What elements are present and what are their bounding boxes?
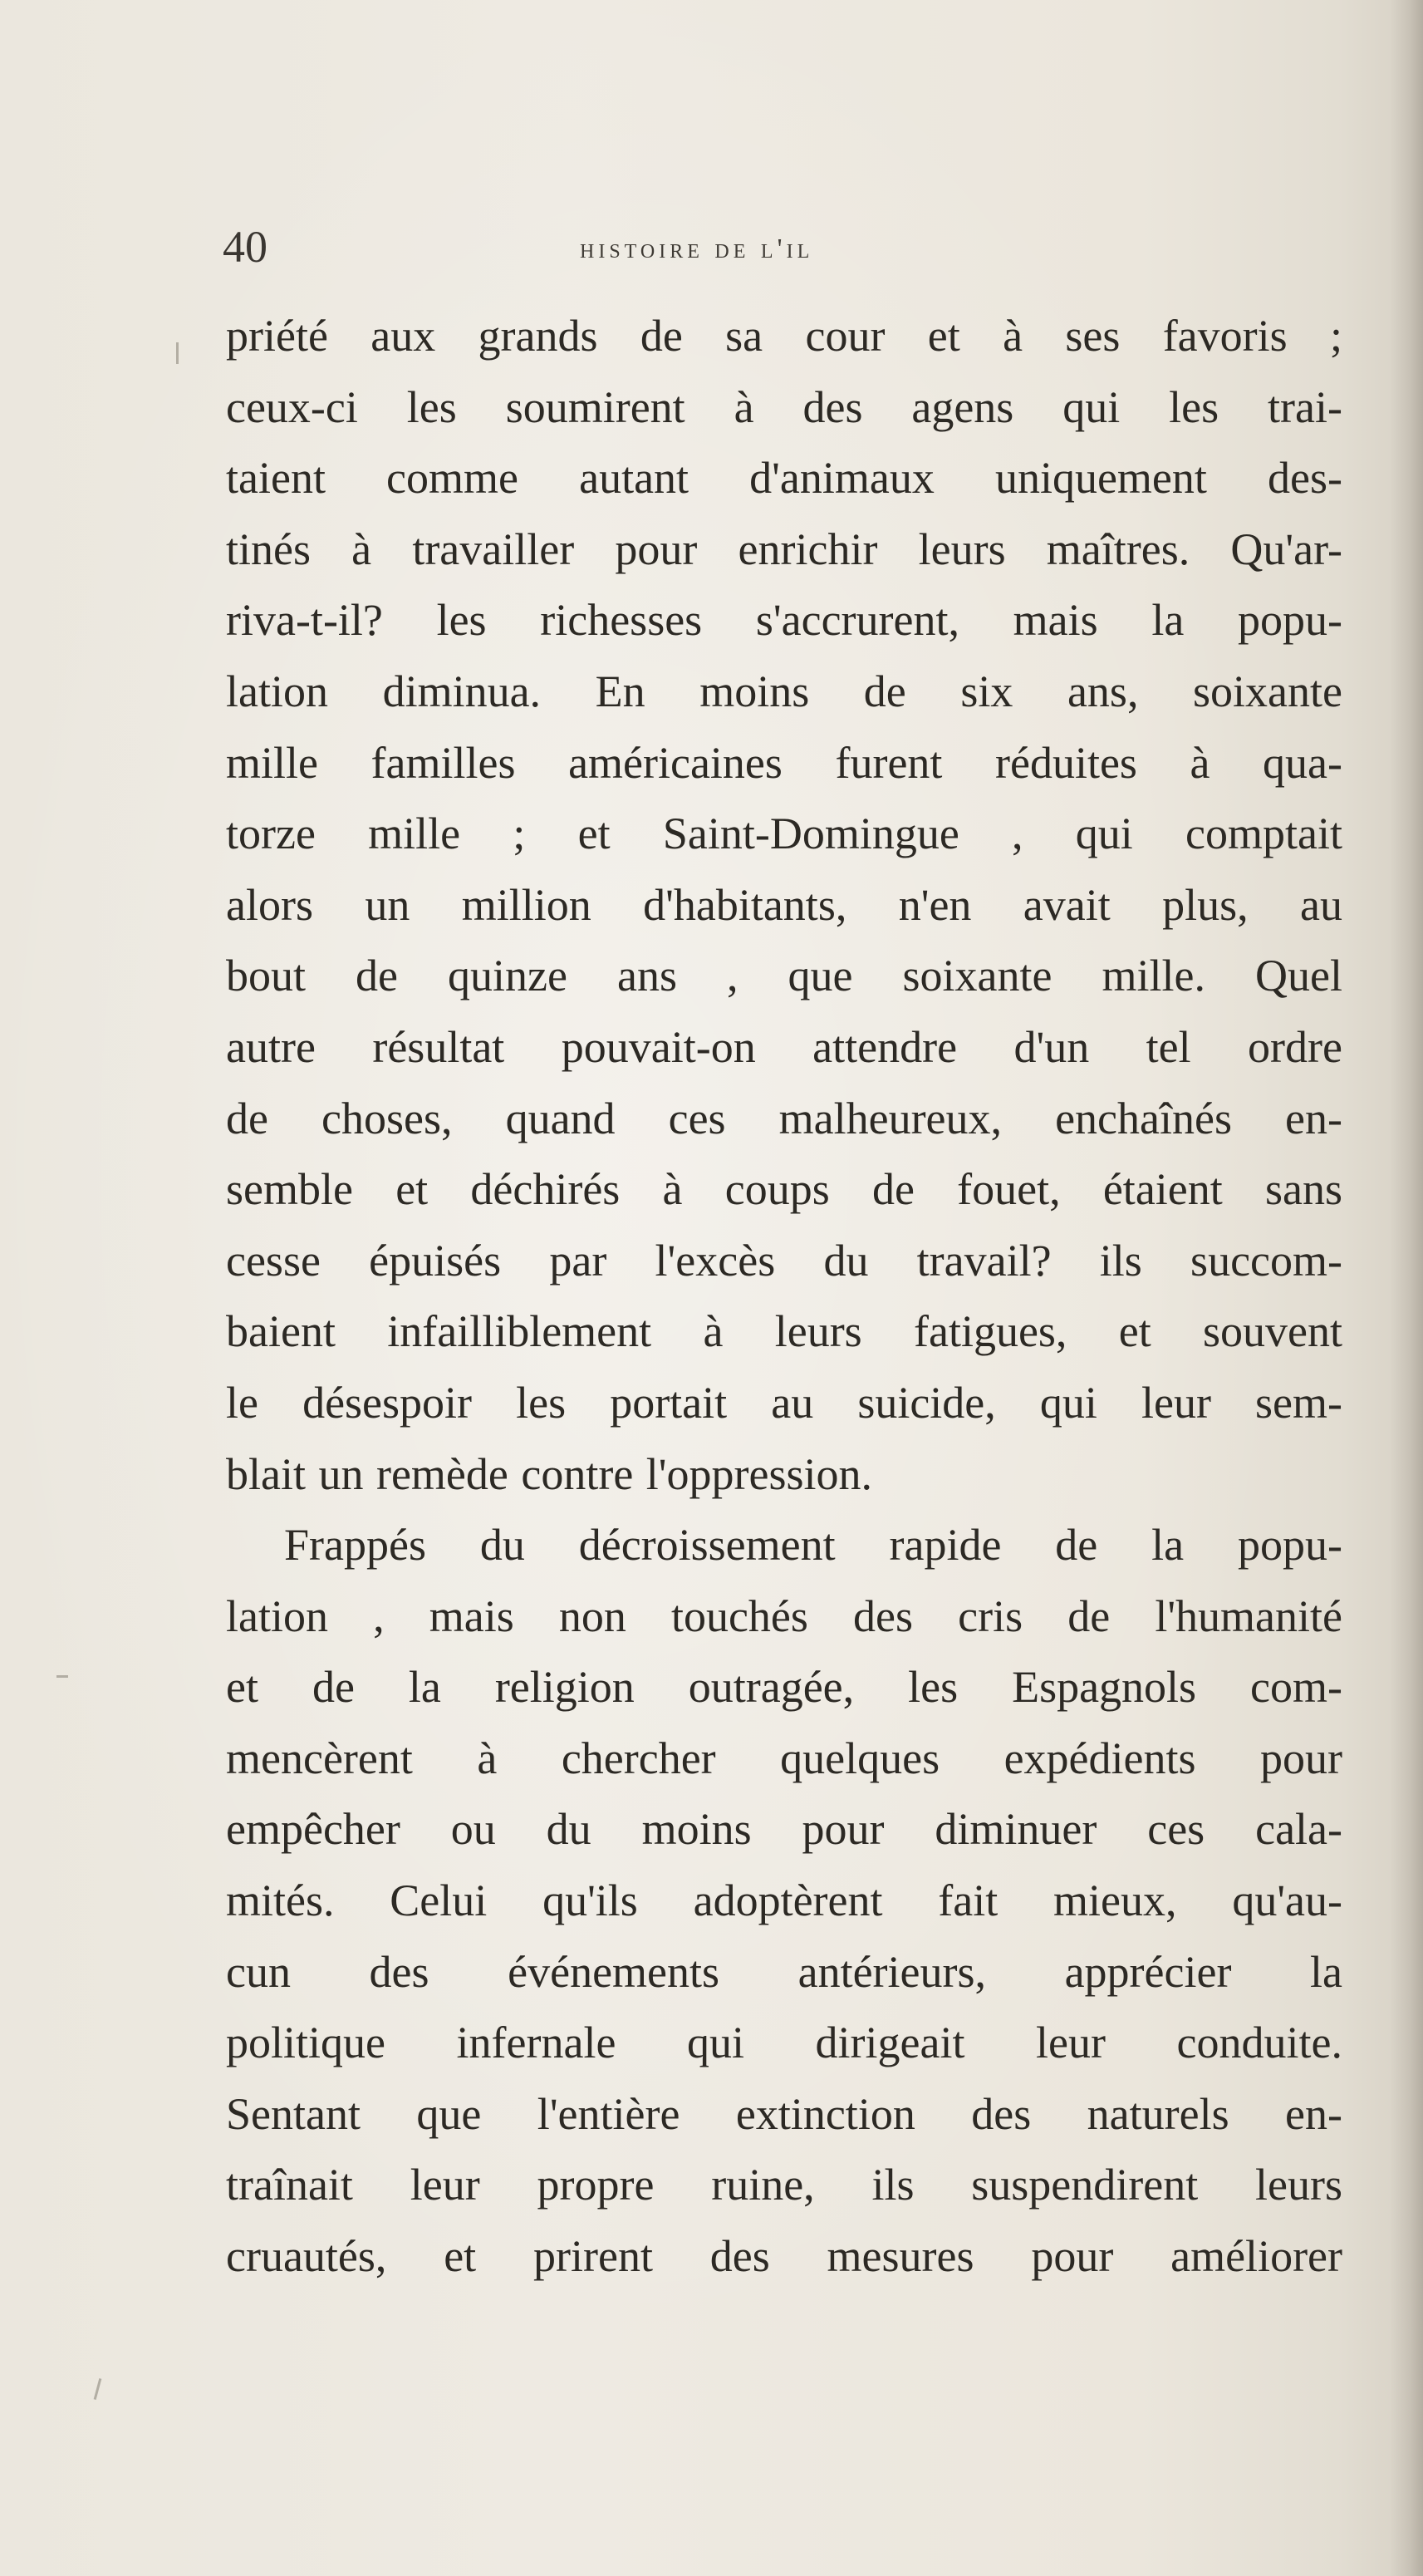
text-line: lation , mais non touchés des cris de l'humanité	[226, 1590, 1342, 1641]
text-line: semble et déchirés à coups de fouet, étaient sans	[226, 1164, 1342, 1215]
page-edge-shadow	[1390, 0, 1423, 2576]
text-line: priété aux grands de sa cour et à ses favoris ;	[226, 311, 1342, 361]
text-line: de choses, quand ces malheureux, enchaînés en-	[226, 1093, 1342, 1143]
text-line: cesse épuisés par l'excès du travail? ils succom-	[226, 1235, 1342, 1286]
paragraph-end-line: blait un remède contre l'oppression.	[226, 1448, 873, 1499]
running-head: histoire de l'il	[580, 234, 814, 264]
paper-speck	[176, 342, 179, 364]
text-line: bout de quinze ans , que soixante mille. Quel	[226, 951, 1342, 1001]
text-line: riva-t-il? les richesses s'accrurent, mais la popu-	[226, 595, 1342, 646]
paper-speck	[56, 1675, 68, 1678]
paper-speck	[94, 2378, 102, 2400]
text-line: mencèrent à chercher quelques expédients pour	[226, 1733, 1342, 1783]
text-line: mille familles américaines furent réduites à qua-	[226, 737, 1342, 788]
text-line: ceux-ci les soumirent à des agens qui les trai-	[226, 381, 1342, 432]
text-line: cruautés, et prirent des mesures pour améliorer	[226, 2231, 1342, 2282]
paragraph-start-line: Frappés du décroissement rapide de la popu-	[284, 1520, 1342, 1571]
text-line: baient infailliblement à leurs fatigues, et souvent	[226, 1306, 1342, 1357]
text-line: alors un million d'habitants, n'en avait plus, au	[226, 879, 1342, 930]
text-line: politique infernale qui dirigeait leur conduite.	[226, 2018, 1342, 2068]
text-line: torze mille ; et Saint-Domingue , qui comptait	[226, 809, 1342, 859]
text-line: le désespoir les portait au suicide, qui leur sem-	[226, 1377, 1342, 1428]
text-line: empêcher ou du moins pour diminuer ces cala-	[226, 1804, 1342, 1855]
text-line: traînait leur propre ruine, ils suspendirent leurs	[226, 2160, 1342, 2210]
text-line: taient comme autant d'animaux uniquement des-	[226, 453, 1342, 504]
text-line: cun des événements antérieurs, apprécier la	[226, 1946, 1342, 1997]
page-header	[223, 218, 1352, 276]
text-line: mités. Celui qu'ils adoptèrent fait mieux, qu'au-	[226, 1875, 1342, 1926]
page-number: 40	[223, 222, 267, 272]
text-line: autre résultat pouvait-on attendre d'un tel ordre	[226, 1021, 1342, 1072]
text-line: tinés à travailler pour enrichir leurs maîtres. Qu'ar-	[226, 524, 1342, 574]
text-line: lation diminua. En moins de six ans, soixante	[226, 666, 1342, 716]
text-line: et de la religion outragée, les Espagnols com-	[226, 1662, 1342, 1713]
body-text	[226, 301, 1342, 2293]
text-line: Sentant que l'entière extinction des naturels en-	[226, 2088, 1342, 2139]
